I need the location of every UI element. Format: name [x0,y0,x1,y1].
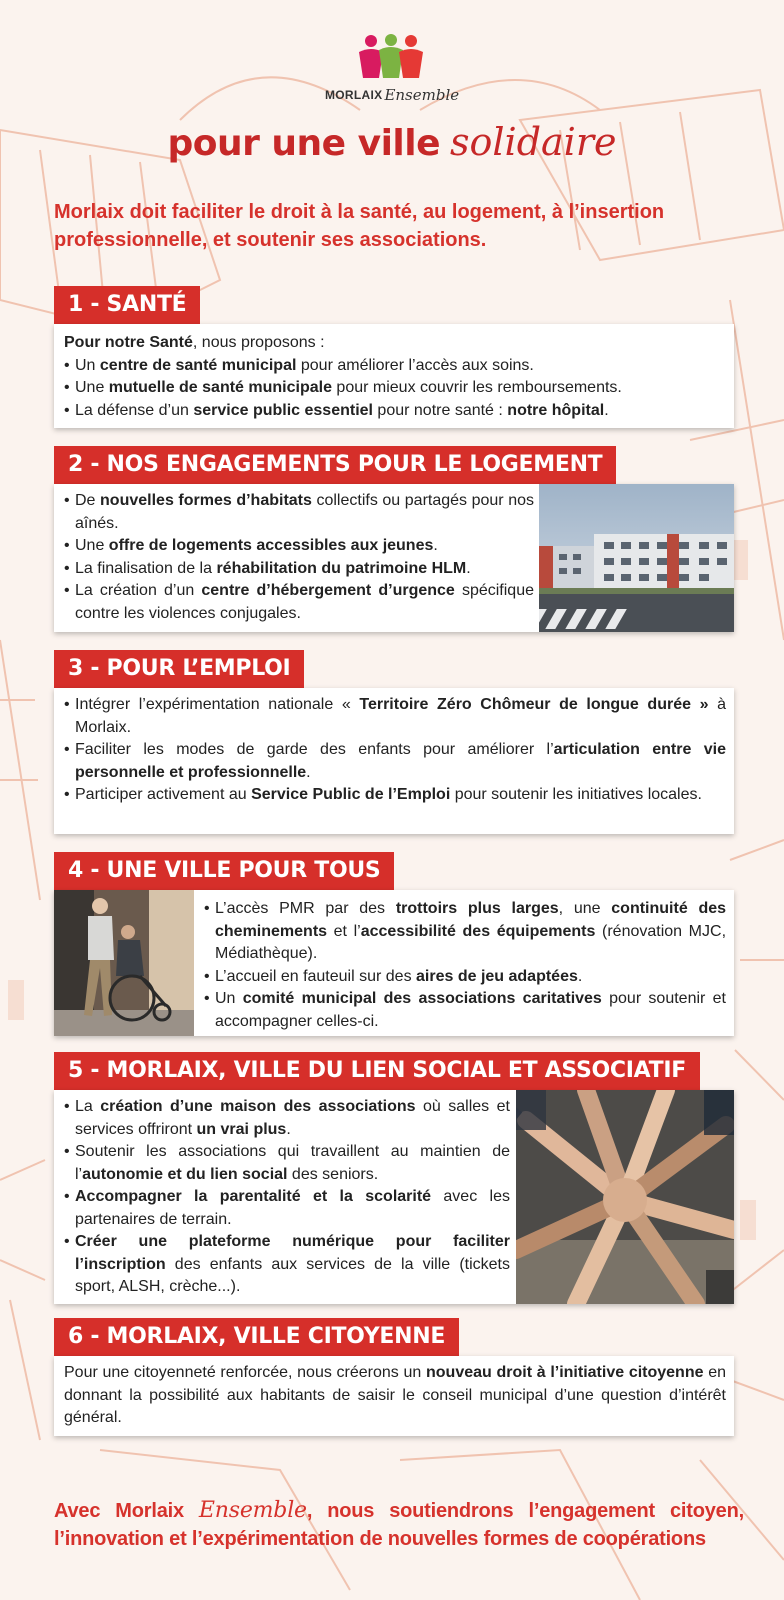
title-script: solidaire [450,120,617,164]
section-title-lien-social: 5 - MORLAIX, VILLE DU LIEN SOCIAL ET ASSOCIATIF [54,1052,700,1090]
emphasis-text: centre d’hébergement d’urgence [201,582,455,599]
emphasis-text: mutuelle de santé municipale [108,379,332,396]
hands-photo [516,1090,734,1304]
emphasis-text: comité municipal des associations caritatives [242,990,602,1007]
bullet-item [204,966,726,989]
bullet-item [204,988,726,1033]
bullet-item [64,739,726,784]
title-main: pour une ville [167,123,441,164]
bullet-list [64,490,534,625]
emphasis-text: autonomie et du lien social [82,1165,288,1183]
body-text: . [604,401,609,419]
section-title-sante: 1 - SANTÉ [54,286,200,324]
section-title-citoyenne: 6 - MORLAIX, VILLE CITOYENNE [54,1318,459,1356]
body-text: L’accueil en fauteuil sur des [215,967,417,985]
body-text: La finalisation de la [75,559,217,577]
emphasis-text: offre de logements accessibles aux jeunes [108,537,434,554]
body-text: Faciliter les modes de garde des enfants pour améliorer l’ [75,741,554,758]
page-title [0,120,784,164]
bullet-item [64,535,534,558]
body-text: où salles et services offriront [75,1098,510,1138]
body-text: (rénovation MJC, Médiathèque). [215,922,727,962]
body-text: , une [558,900,612,917]
body-text: La défense d’un [75,401,194,419]
section-box-emploi [54,688,734,834]
logo-script: Ensemble [384,86,460,104]
body-text: Un [215,990,243,1007]
bullet-list [64,355,726,423]
section-box-logement [54,484,734,632]
body-text: collectifs ou partagés pour nos aînés. [75,492,535,532]
bullet-item [64,1231,510,1299]
body-text: . [577,967,583,985]
footer-after: , nous soutiendrons l’engagement citoyen, l’innovation et l’expérimentation de nouvelles formes de coopérations [54,1500,744,1550]
logo [325,34,459,110]
emphasis-text: création d’une maison des associations [100,1098,416,1115]
body-text: avec les partenaires de terrain. [75,1188,511,1228]
footer-script: Ensemble [198,1498,307,1523]
emphasis-text: centre de santé municipal [99,356,297,374]
body-text: et l’ [327,922,361,940]
bullet-item [64,355,726,378]
building-photo [539,484,734,632]
body-text: des enfants aux services de la ville (tickets sport, ALSH, crèche...). [75,1255,510,1295]
bullet-item [64,558,534,581]
body-text: La création d’un [75,582,202,599]
emphasis-text: Territoire Zéro Chômeur de longue durée » [359,696,709,713]
footer-statement [54,1497,744,1553]
section-lead [64,1362,726,1430]
body-text: . [286,1120,291,1138]
section-lead [64,332,726,355]
body-text: Participer activement au [75,786,252,803]
bullet-item [64,694,726,739]
section-box-ville-pour-tous [54,890,734,1036]
logo-wordmark [325,86,459,110]
wheelchair-photo [54,890,194,1036]
bullet-item [64,490,534,535]
emphasis-text: Créer une plateforme numérique pour faciliter l’inscription [75,1233,510,1273]
intro-text: Morlaix doit faciliter le droit à la santé, au logement, à l’insertion professionnelle, et soutenir ses associations. [54,201,665,251]
body-text: Une [75,379,109,396]
body-text: De [75,492,101,509]
bullet-list [64,694,726,807]
body-text: . [306,763,311,781]
bullet-item [64,580,534,625]
bullet-list [64,1096,510,1299]
emphasis-text: articulation entre vie personnelle et professionnelle [75,741,727,781]
body-text: spécifique contre les violences conjugales. [75,582,534,622]
emphasis-text: réhabilitation du patrimoine HLM [216,559,467,577]
body-text: Pour une citoyenneté renforcée, nous créerons un [64,1364,426,1381]
emphasis-text: nouveau droit à l’initiative citoyenne [426,1364,704,1381]
body-text: en donnant la possibilité aux habitants de saisir le conseil municipal d’une question d’intérêt général. [64,1364,727,1426]
emphasis-text: aires de jeu adaptées [416,967,578,985]
body-text: pour soutenir les initiatives locales. [450,786,702,803]
emphasis-text: trottoirs plus larges [395,900,559,917]
bullet-item [64,377,726,400]
body-text: Intégrer l’expérimentation nationale « [75,696,360,713]
body-text: , nous proposons : [192,334,325,351]
emphasis-text: Service Public de l’Emploi [251,786,451,803]
body-text: pour améliorer l’accès aux soins. [296,356,534,374]
body-text: . [466,559,471,577]
bullet-list [204,898,726,1033]
body-text: L’accès PMR par des [215,900,396,917]
section-box-lien-social [54,1090,734,1304]
emphasis-text: nouvelles formes d’habitats [100,492,312,509]
body-text: pour notre santé : [372,401,508,419]
bullet-item [64,1186,510,1231]
bullet-item [64,1141,510,1186]
section-box-citoyenne [54,1356,734,1436]
section-title-emploi: 3 - POUR L’EMPLOI [54,650,304,688]
body-text: Un [75,356,100,374]
body-text: Soutenir les associations qui travaillent au maintien de l’ [75,1143,510,1183]
bullet-item [64,1096,510,1141]
footer-before: Avec Morlaix [54,1500,199,1522]
body-text: à Morlaix. [75,696,727,736]
emphasis-text: Pour notre Santé [64,334,193,351]
body-text: . [433,537,438,554]
body-text: La [75,1098,101,1115]
emphasis-text: continuité des cheminements [215,900,727,940]
bullet-item [64,400,726,423]
emphasis-text: Accompagner la parentalité et la scolarité [75,1188,432,1205]
bullet-item [204,898,726,966]
section-title-logement: 2 - NOS ENGAGEMENTS POUR LE LOGEMENT [54,446,616,484]
section-title-ville-pour-tous: 4 - UNE VILLE POUR TOUS [54,852,394,890]
people-logo-icon [355,34,427,80]
body-text: Une [75,537,109,554]
bullet-item [64,784,726,807]
section-box-sante [54,324,734,428]
emphasis-text: un vrai plus [196,1120,287,1138]
logo-brand: MORLAIX [325,88,383,102]
body-text: pour mieux couvrir les remboursements. [331,379,622,396]
body-text: pour soutenir et accompagner celles-ci. [215,990,726,1030]
body-text: des seniors. [287,1165,379,1183]
emphasis-text: accessibilité des équipements [360,922,596,940]
emphasis-text: notre hôpital [507,401,605,419]
emphasis-text: service public essentiel [193,401,373,419]
